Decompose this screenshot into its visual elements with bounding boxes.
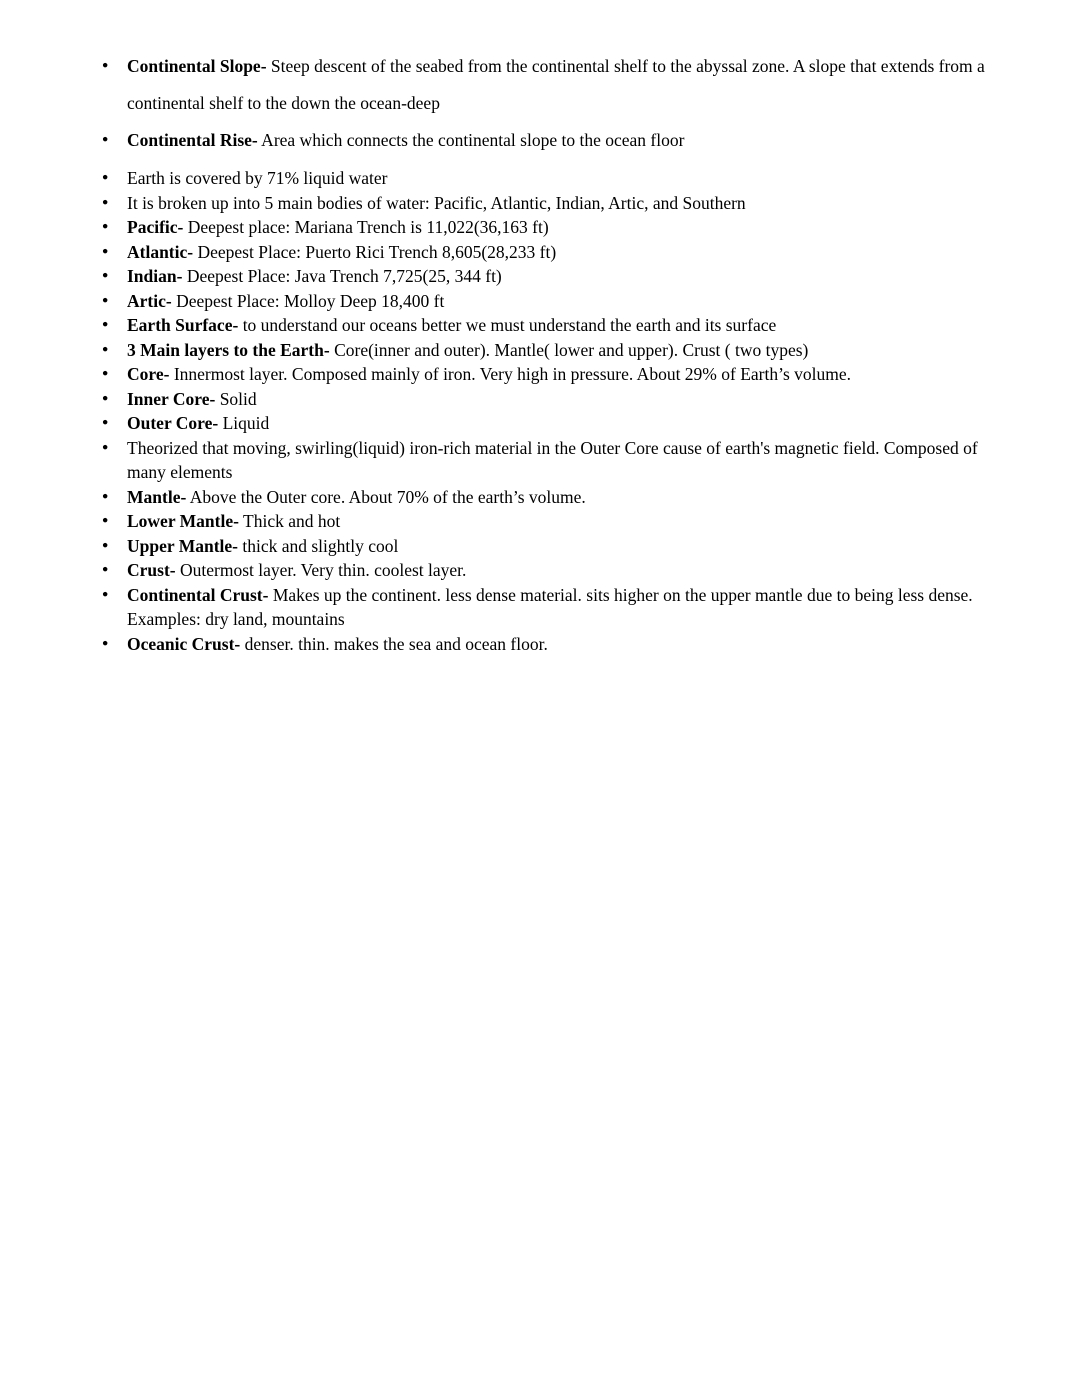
term-bold: Upper Mantle-	[127, 535, 238, 556]
list-item	[100, 436, 1018, 485]
term-bold: Continental Rise-	[127, 129, 258, 150]
definition-text: Outermost layer. Very thin. coolest layer.	[175, 560, 467, 581]
bullet-icon: ●	[102, 245, 109, 257]
term-bold: Mantle-	[127, 486, 187, 507]
definition-text: thick and slightly cool	[237, 535, 399, 556]
bullet-icon: ●	[102, 343, 109, 355]
definition-text: Area which connects the continental slope to the ocean floor	[257, 129, 685, 150]
list-item	[100, 387, 1018, 412]
bullet-icon: ●	[102, 368, 109, 380]
bullet-icon: ●	[102, 60, 109, 71]
term-bold: Inner Core-	[127, 388, 216, 409]
list-item	[100, 534, 1018, 559]
definition-text: It is broken up into 5 main bodies of water: Pacific, Atlantic, Indian, Artic, and Southern	[127, 192, 746, 213]
definition-text: Makes up the continent. less dense material. sits higher on the upper mantle due to being less dense. Examples: dry land, mountains	[127, 584, 973, 630]
bullet-icon: ●	[102, 319, 109, 331]
bullet-icon: ●	[102, 392, 109, 404]
list-item	[100, 362, 1018, 387]
definition-text: Deepest place: Mariana Trench is 11,022(36,163 ft)	[183, 217, 549, 238]
bullet-list	[100, 48, 1018, 656]
term-bold: Lower Mantle-	[127, 511, 239, 532]
list-item	[100, 166, 1018, 191]
term-bold: Earth Surface-	[127, 315, 239, 336]
list-item	[100, 485, 1018, 510]
bullet-icon: ●	[102, 294, 109, 306]
definition-text: denser. thin. makes the sea and ocean floor.	[240, 633, 548, 654]
term-bold: Crust-	[127, 560, 176, 581]
list-item	[100, 583, 1018, 632]
term-bold: Continental Slope-	[127, 56, 267, 76]
list-item	[100, 215, 1018, 240]
term-bold: Artic-	[127, 290, 172, 311]
bullet-icon: ●	[102, 221, 109, 233]
bullet-icon: ●	[102, 441, 109, 453]
bullet-icon: ●	[102, 417, 109, 429]
bullet-icon: ●	[102, 133, 109, 145]
list-item	[100, 338, 1018, 363]
term-bold: 3 Main layers to the Earth-	[127, 339, 330, 360]
term-bold: Continental Crust-	[127, 584, 269, 605]
list-item	[100, 558, 1018, 583]
list-item	[100, 191, 1018, 216]
definition-text: Core(inner and outer). Mantle( lower and upper). Crust ( two types)	[329, 339, 809, 360]
list-item	[100, 122, 1018, 159]
term-bold: Core-	[127, 364, 170, 385]
definition-text: Thick and hot	[238, 511, 341, 532]
list-item	[100, 289, 1018, 314]
bullet-icon: ●	[102, 490, 109, 502]
definition-text: Theorized that moving, swirling(liquid) iron-rich material in the Outer Core cause of earth's magnetic field. Composed of many elements	[127, 437, 978, 483]
definition-text: Earth is covered by 71% liquid water	[127, 168, 388, 189]
list-item	[100, 509, 1018, 534]
definition-text: Solid	[215, 388, 257, 409]
list-item	[100, 411, 1018, 436]
bullet-icon: ●	[102, 564, 109, 576]
bullet-icon: ●	[102, 637, 109, 649]
bullet-icon: ●	[102, 196, 109, 208]
bullet-icon: ●	[102, 588, 109, 600]
definition-text: Steep descent of the seabed from the continental shelf to the abyssal zone. A slope that extends from a continental shelf to the down the ocean-deep	[127, 56, 985, 113]
term-bold: Oceanic Crust-	[127, 633, 241, 654]
list-item	[100, 48, 1018, 122]
definition-text: Above the Outer core. About 70% of the earth’s volume.	[186, 486, 586, 507]
list-item	[100, 264, 1018, 289]
bullet-icon: ●	[102, 172, 109, 184]
definition-text: to understand our oceans better we must understand the earth and its surface	[238, 315, 777, 336]
definition-text: Innermost layer. Composed mainly of iron. Very high in pressure. About 29% of Earth’s volume.	[169, 364, 852, 385]
term-bold: Indian-	[127, 266, 183, 287]
bullet-icon: ●	[102, 539, 109, 551]
definition-text: Deepest Place: Molloy Deep 18,400 ft	[171, 290, 445, 311]
list-item	[100, 632, 1018, 657]
term-bold: Outer Core-	[127, 413, 219, 434]
list-item	[100, 313, 1018, 338]
definition-text: Deepest Place: Java Trench 7,725(25, 344 ft)	[182, 266, 502, 287]
bullet-icon: ●	[102, 270, 109, 282]
definition-text: Deepest Place: Puerto Rici Trench 8,605(28,233 ft)	[193, 241, 557, 262]
bullet-icon: ●	[102, 515, 109, 527]
term-bold: Atlantic-	[127, 241, 194, 262]
term-bold: Pacific-	[127, 217, 184, 238]
definition-text: Liquid	[218, 413, 270, 434]
list-item	[100, 240, 1018, 265]
